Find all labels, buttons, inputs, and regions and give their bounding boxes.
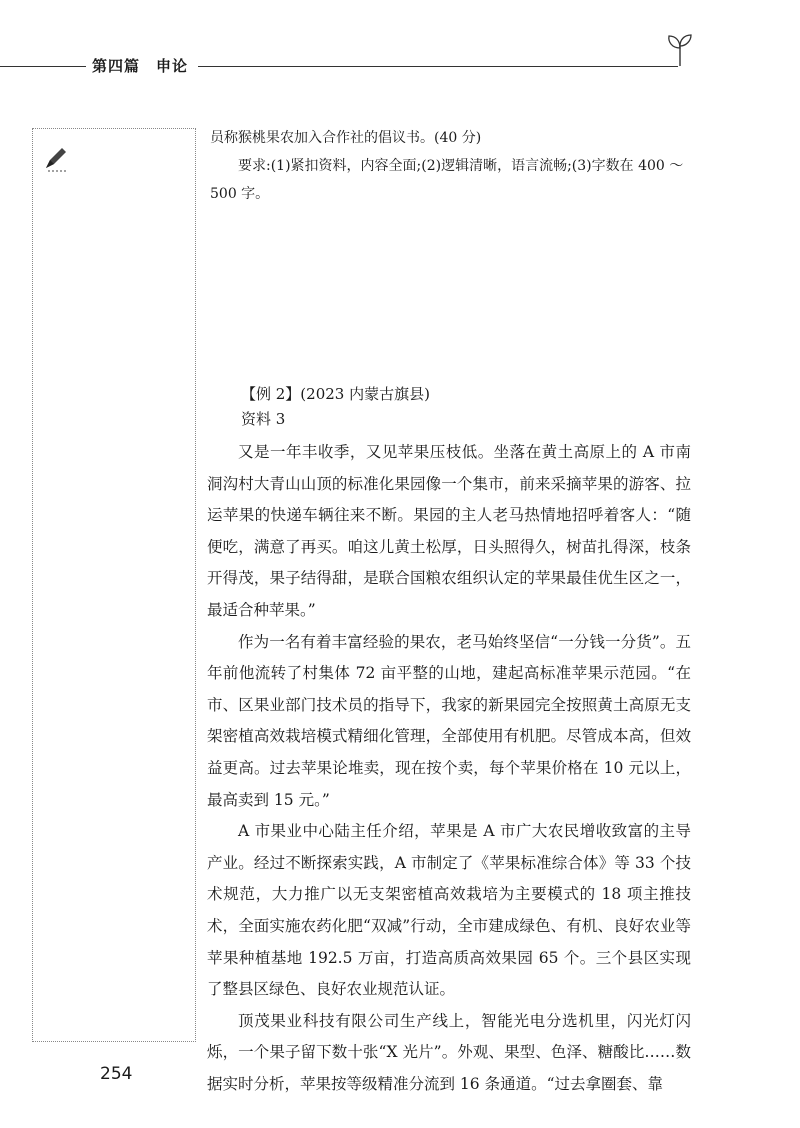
example-label: 【例 2】(2023 内蒙古旗县): [241, 385, 430, 403]
header-rule-left: [0, 66, 86, 67]
body-paragraph: 又是一年丰收季，又见苹果压枝低。坐落在黄土高原上的 A 市南洞沟村大青山山顶的标准化果园像一个集市，前来采摘苹果的游客、拉运苹果的快递车辆往来不断。果园的主人老马热情地招呼着客人：“随便吃，满意了再买。咱这儿黄土松厚，日头照得久，树苗扎得深，枝条开得茂，果子结得甜，是联合国粮农组织认定的苹果最佳优生区之一，最适合种苹果。”: [207, 443, 691, 619]
body-paragraph: 作为一名有着丰富经验的果农，老马始终坚信“一分钱一分货”。五年前他流转了村集体 72 亩平整的山地，建起高标准苹果示范园。“在市、区果业部门技术员的指导下，我家的新果园完全按照黄土高原无支架密植高效栽培模式精细化管理，全部使用有机肥。尽管成本高，但效益更高。过去苹果论堆卖，现在按个卖，每个苹果价格在 10 元以上，最高卖到 15 元。”: [207, 632, 691, 809]
header-rule-right: [198, 66, 678, 67]
side-note-box: [32, 128, 196, 1042]
material-body: [207, 437, 691, 1100]
body-paragraph: 顶茂果业科技有限公司生产线上，智能光电分选机里，闪光灯闪烁，一个果子留下数十张“X 光片”。外观、果型、色泽、糖酸比……数据实时分析，苹果按等级精准分流到 16 条通道。“过去拿圈套、靠: [207, 1011, 691, 1093]
sprout-icon: [664, 32, 696, 68]
material-label: 资料 3: [241, 410, 286, 428]
pen-icon: [42, 144, 70, 172]
note-line-1: 员称猴桃果农加入合作社的倡议书。(40 分): [210, 130, 482, 146]
section-title: 第四篇 申论: [92, 57, 189, 75]
question-note: [210, 124, 690, 208]
body-paragraph: A 市果业中心陆主任介绍，苹果是 A 市广大农民增收致富的主导产业。经过不断探索实践，A 市制定了《苹果标准综合体》等 33 个技术规范，大力推广以无支架密植高效栽培为主要模式的 18 项主推技术，全面实施农药化肥“双减”行动，全市建成绿色、有机、良好农业等苹果种植基地 192.5 万亩，打造高质高效果园 65 个。三个县区实现了整县区绿色、良好农业规范认证。: [207, 822, 691, 999]
page-number: 254: [100, 1064, 133, 1084]
note-requirements: 要求:(1)紧扣资料，内容全面;(2)逻辑清晰，语言流畅;(3)字数在 400 ～ 500 字。: [210, 158, 684, 202]
